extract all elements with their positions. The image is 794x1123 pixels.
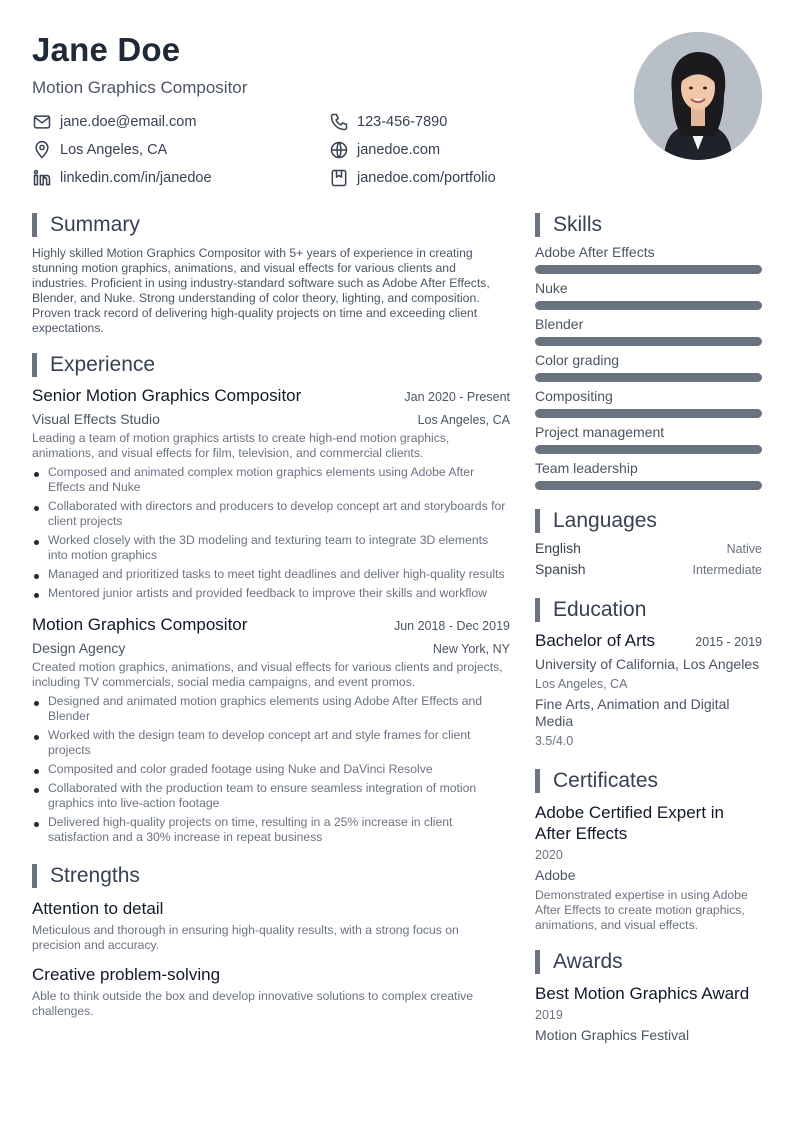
award-name: Best Motion Graphics Award — [535, 984, 750, 1003]
skill-item — [535, 352, 762, 382]
section-marker — [535, 598, 540, 622]
education-date: 2015 - 2019 — [695, 635, 762, 649]
skill-bar — [535, 445, 762, 454]
profile-photo — [634, 32, 762, 160]
job-bullets — [32, 694, 510, 845]
job-company: Visual Effects Studio — [32, 411, 160, 427]
education-heading — [535, 597, 762, 623]
strength-description: Meticulous and thorough in ensuring high-quality results, with a strong focus on precision and accuracy. — [32, 923, 459, 952]
skill-name: Nuke — [535, 280, 568, 296]
language-name: English — [535, 540, 581, 556]
job-title: Motion Graphics Compositor — [32, 615, 248, 634]
skill-name: Project management — [535, 424, 665, 440]
certificate-name: Adobe Certified Expert in After Effects — [535, 803, 724, 843]
languages-heading — [535, 508, 762, 534]
strengths-heading-text: Strengths — [50, 864, 140, 887]
job-entry — [32, 386, 510, 601]
contact-website[interactable] — [329, 140, 440, 160]
certificates-heading — [535, 768, 762, 794]
languages-heading-text: Languages — [553, 509, 657, 532]
skill-bar — [535, 481, 762, 490]
skills-heading-text: Skills — [553, 213, 603, 236]
side-column — [535, 212, 762, 1043]
education-field: Fine Arts, Animation and Digital Media — [535, 696, 730, 729]
email-text: jane.doe@email.com — [60, 114, 197, 130]
award-year: 2019 — [535, 1008, 563, 1022]
skill-name: Color grading — [535, 352, 620, 368]
globe-icon — [329, 140, 349, 160]
awards-heading-text: Awards — [553, 950, 623, 973]
skill-bar — [535, 409, 762, 418]
skill-item — [535, 388, 762, 418]
skill-item — [535, 316, 762, 346]
certificate-issuer: Adobe — [535, 867, 576, 883]
job-date: Jun 2018 - Dec 2019 — [393, 619, 510, 633]
job-location: Los Angeles, CA — [417, 413, 510, 427]
map-pin-icon — [32, 140, 52, 160]
skill-bar — [535, 265, 762, 274]
job-bullet: Designed and animated motion graphics elements using Adobe After Effects and Blender — [32, 694, 510, 724]
job-bullet: Composed and animated complex motion graphics elements using Adobe After Effects and Nuke — [32, 465, 510, 495]
bookmark-icon — [329, 168, 349, 188]
contact-portfolio[interactable] — [329, 168, 496, 188]
skill-item — [535, 280, 762, 310]
skill-item — [535, 460, 762, 490]
linkedin-icon — [32, 168, 52, 188]
summary-heading — [32, 212, 510, 238]
skills-list — [535, 244, 762, 490]
avatar-illustration — [634, 32, 762, 160]
section-marker — [535, 509, 540, 533]
job-bullet: Composited and color graded footage using Nuke and DaVinci Resolve — [32, 762, 510, 777]
job-bullet: Mentored junior artists and provided feedback to improve their skills and workflow — [32, 586, 510, 601]
linkedin-text: linkedin.com/in/janedoe — [60, 170, 212, 186]
main-column — [32, 212, 510, 1019]
job-description: Created motion graphics, animations, and visual effects for various clients and projects, including TV commercials, social media campaigns, and event promos. — [32, 660, 503, 689]
phone-icon — [329, 112, 349, 132]
section-marker — [535, 213, 540, 237]
strength-title: Creative problem-solving — [32, 965, 221, 984]
skill-bar — [535, 337, 762, 346]
education-gpa: 3.5/4.0 — [535, 734, 574, 748]
phone-text: 123-456-7890 — [357, 114, 448, 130]
resume-header — [32, 30, 612, 98]
location-text: Los Angeles, CA — [60, 142, 168, 158]
job-date: Jan 2020 - Present — [404, 390, 510, 404]
skill-bar — [535, 301, 762, 310]
job-bullet: Worked with the design team to develop concept art and style frames for client projects — [32, 728, 510, 758]
strengths-heading — [32, 863, 510, 889]
job-bullet: Collaborated with the production team to ensure seamless integration of motion graphics into live-action footage — [32, 781, 510, 811]
certificates-heading-text: Certificates — [553, 769, 659, 792]
award-issuer: Motion Graphics Festival — [535, 1027, 690, 1043]
language-item — [535, 540, 762, 556]
language-level: Intermediate — [692, 563, 762, 577]
skill-name: Team leadership — [535, 460, 638, 476]
language-name: Spanish — [535, 561, 586, 577]
job-bullet: Collaborated with directors and producers to develop concept art and storyboards for client projects — [32, 499, 510, 529]
language-level: Native — [726, 542, 762, 556]
job-title: Senior Motion Graphics Compositor — [32, 386, 302, 405]
experience-heading-text: Experience — [50, 353, 156, 376]
education-school: University of California, Los Angeles — [535, 656, 760, 672]
candidate-name: Jane Doe — [32, 31, 181, 68]
summary-text: Highly skilled Motion Graphics Compositor with 5+ years of experience in creating stunning motion graphics, animations, and visual effects for various clients and industries. Proficient in using industry-standard software such as Adobe After Effects, Blender, and Nuke. Strong understanding of color theory, lighting, and composition. Proven track record of delivering high-quality projects on time and exceeding client expectations. — [32, 246, 490, 335]
portfolio-text: janedoe.com/portfolio — [357, 170, 496, 186]
skill-name: Compositing — [535, 388, 613, 404]
certificate-description: Demonstrated expertise in using Adobe After Effects to create motion graphics, animations, and visual effects. — [535, 888, 748, 932]
website-text: janedoe.com — [357, 142, 441, 158]
job-bullet: Worked closely with the 3D modeling and texturing team to integrate 3D elements into motion graphics — [32, 533, 510, 563]
job-bullets — [32, 465, 510, 601]
section-marker — [32, 353, 37, 377]
summary-heading-text: Summary — [50, 213, 140, 236]
candidate-role: Motion Graphics Compositor — [32, 78, 248, 97]
skill-item — [535, 424, 762, 454]
job-location: New York, NY — [432, 642, 510, 656]
strength-description: Able to think outside the box and develop innovative solutions to complex creative challenges. — [32, 989, 474, 1018]
mail-icon — [32, 112, 52, 132]
section-marker — [32, 213, 37, 237]
education-heading-text: Education — [553, 598, 647, 621]
languages-list — [535, 540, 762, 577]
language-item — [535, 561, 762, 577]
education-location: Los Angeles, CA — [535, 677, 628, 691]
skill-name: Blender — [535, 316, 584, 332]
skill-name: Adobe After Effects — [535, 244, 655, 260]
contact-location — [32, 140, 167, 160]
skill-bar — [535, 373, 762, 382]
contact-phone[interactable] — [329, 112, 447, 132]
contact-linkedin[interactable] — [32, 168, 212, 188]
experience-heading — [32, 352, 510, 378]
skill-item — [535, 244, 762, 274]
job-entry — [32, 615, 510, 845]
skills-heading — [535, 212, 762, 238]
contact-email[interactable] — [32, 112, 196, 132]
job-description: Leading a team of motion graphics artists to create high-end motion graphics, animations, and visual effects for film, television, and commercial clients. — [32, 431, 450, 460]
certificate-year: 2020 — [535, 848, 563, 862]
job-company: Design Agency — [32, 640, 126, 656]
strength-title: Attention to detail — [32, 899, 164, 918]
section-marker — [535, 950, 540, 974]
awards-heading — [535, 949, 762, 975]
education-degree: Bachelor of Arts — [535, 631, 656, 650]
job-bullet: Delivered high-quality projects on time, resulting in a 25% increase in client satisfaction and a 30% increase in repeat business — [32, 815, 510, 845]
section-marker — [32, 864, 37, 888]
job-bullet: Managed and prioritized tasks to meet tight deadlines and deliver high-quality results — [32, 567, 510, 582]
section-marker — [535, 769, 540, 793]
